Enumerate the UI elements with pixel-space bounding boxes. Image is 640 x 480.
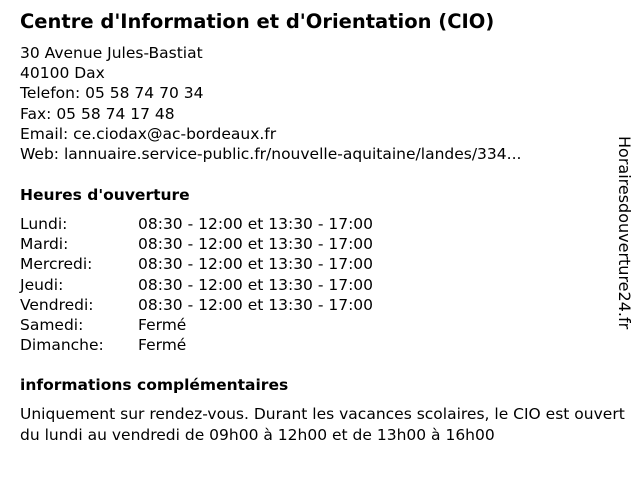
day-label: Samedi: [20,315,84,334]
phone-number: Telefon: 05 58 74 70 34 [20,84,204,103]
day-hours: Fermé [138,315,187,334]
day-label: Mercredi: [20,255,93,274]
hours-row-thursday [20,275,440,295]
day-label: Mardi: [20,235,69,254]
day-label: Vendredi: [20,295,94,314]
day-hours: 08:30 - 12:00 et 13:30 - 17:00 [138,275,374,294]
hours-row-sunday [20,335,440,355]
hours-row-monday [20,214,440,234]
day-hours: 08:30 - 12:00 et 13:30 - 17:00 [138,215,374,233]
hours-row-tuesday [20,234,440,254]
website-url: Web: lannuaire.service-public.fr/nouvelle-aquitaine/landes/334... [20,144,522,163]
additional-info-heading: informations complémentaires [20,376,289,394]
opening-hours-table [20,214,440,355]
email-address: Email: ce.ciodax@ac-bordeaux.fr [20,124,277,143]
day-hours: 08:30 - 12:00 et 13:30 - 17:00 [138,295,374,314]
day-label: Jeudi: [20,275,64,294]
day-label: Dimanche: [20,336,104,355]
side-watermark: Horairesdouverture24.fr [615,136,634,330]
additional-info-text: Uniquement sur rendez-vous. Durant les vacances scolaires, le CIO est ouvert du lundi au vendredi de 09h00 à 12h00 et de 13h00 à 16h00 [20,405,625,444]
day-hours: 08:30 - 12:00 et 13:30 - 17:00 [138,235,374,254]
address-street: 30 Avenue Jules-Bastiat [20,44,203,62]
fax-number: Fax: 05 58 74 17 48 [20,104,175,123]
hours-row-friday [20,295,440,315]
page-title: Centre d'Information et d'Orientation (CIO) [20,10,495,33]
opening-hours-heading: Heures d'ouverture [20,186,190,204]
hours-row-wednesday [20,254,440,274]
contact-block [20,43,521,164]
day-label: Lundi: [20,215,68,233]
day-hours: 08:30 - 12:00 et 13:30 - 17:00 [138,255,374,274]
address-city: 40100 Dax [20,64,105,83]
hours-row-saturday [20,315,440,335]
day-hours: Fermé [138,336,187,355]
